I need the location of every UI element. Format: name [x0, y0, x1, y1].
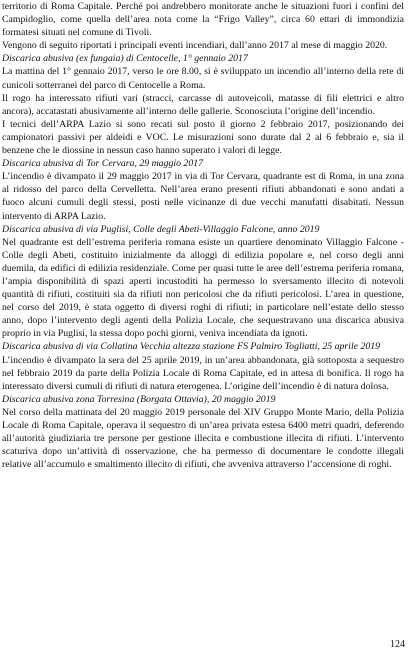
page-number: 124	[390, 639, 405, 650]
section-heading-via-puglisi: Discarica abusiva di via Puglisi, Colle degli Abeti-Villaggio Falcone, anno 2019	[2, 223, 320, 235]
document-page	[2, 0, 404, 471]
paragraph-via-puglisi: Nel quadrante est dell’estrema periferia romana esiste un quartiere denominato Villaggio Falcone - Colle degli Abeti, costituito inizialmente da alloggi di edilizia popolare e, nel corso degli anni duemila, da edifici di edilizia residenziale. Come per quasi tutte le aree dell’estrema periferia romana, l’ampia disponibilità di spazi aperti incustoditi ha permesso lo sversamento illecito di notevoli quantità di rifiuti, costituiti sia da rifiuti non pericolosi che da rifiuti pericolosi. L’area in questione, nel corso del 2019, è stata oggetto di diversi roghi di rifiuti; in particolare nell’estate dello stesso anno, dopo l’intervento degli agenti della Polizia Locale, che sequestravano una discarica abusiva proprio in via Puglisi, la stessa dopo pochi giorni, veniva incendiata da ignoti.	[2, 236, 404, 340]
paragraph-centocelle-2: Il rogo ha interessato rifiuti vari (stracci, carcasse di autoveicoli, matasse di fili elettrici e altro ancora), accatastati abusivamente all’interno delle gallerie. Sconosciuta l’origine dell’incendio.	[2, 92, 404, 117]
paragraph-events-intro: Vengono di seguito riportati i principali eventi incendiari, dall’anno 2017 al mese di maggio 2020.	[2, 40, 388, 52]
paragraph-tor-cervara: L’incendio è divampato il 29 maggio 2017 in via di Tor Cervara, quadrante est di Roma, in una zona al ridosso del parco della Cervelletta. Nell’area erano presenti rifiuti abbandonati e sono andati a fuoco alcuni cumuli degli stessi, posti nelle vicinanze di due vecchi manufatti disabitati. Nessun intervento di ARPA Lazio.	[2, 171, 404, 222]
paragraph-centocelle-1: La mattina del 1° gennaio 2017, verso le ore 8.00, si è sviluppato un incendio all’interno della rete di cunicoli sotterranei del parco di Centocelle a Roma.	[2, 66, 404, 91]
section-heading-torresina: Discarica abusiva zona Torresina (Borgata Ottavia), 20 maggio 2019	[2, 393, 276, 405]
paragraph-intro-continuation: territorio di Roma Capitale. Perché poi andrebbero monitorate anche le situazioni fuori i confini del Campidoglio, come quella dell’area nota come la “Frigo Valley”, circa 60 ettari di immondizia formatesi situati nel comune di Tivoli.	[2, 1, 404, 39]
paragraph-collatina: L’incendio è divampato la sera del 25 aprile 2019, in un’area abbandonata, già sottoposta a sequestro nel febbraio 2019 da parte della Polizia Locale di Roma Capitale, ed in attesa di bonifica. Il rogo ha interessato diversi cumuli di rifiuti di natura eterogenea. L’origine dell’incendio è di natura dolosa.	[2, 354, 404, 392]
section-heading-tor-cervara: Discarica abusiva di Tor Cervara, 29 maggio 2017	[2, 158, 204, 170]
section-heading-collatina: Discarica abusiva di via Collatina Vecchia altezza stazione FS Palmiro Togliatti, 25 aprile 2019	[2, 341, 381, 353]
section-heading-centocelle: Discarica abusiva (ex fungaia) di Centocelle, 1° gennaio 2017	[2, 53, 248, 65]
paragraph-centocelle-3: I tecnici dell’ARPA Lazio si sono recati sul posto il giorno 2 febbraio 2017, posizionando dei campionatori passivi per aldeidi e VOC. Le misurazioni sono durate dal 2 al 6 febbraio e, sia il benzene che le diossine in nessun caso hanno superato i valori di legge.	[2, 118, 404, 157]
paragraph-torresina: Nel corso della mattinata del 20 maggio 2019 personale del XIV Gruppo Monte Mario, della Polizia Locale di Roma Capitale, operava il sequestro di un’area privata estesa 6400 metri quadri, deferendo all’autorità giudiziaria tre persone per gestione illecita e combustione illecita di rifiuti. L’intervento scaturiva dopo un’attività di osservazione, che ha permesso di documentare le condotte illegali relative all’accumulo e smaltimento illecito di rifiuti, che avveniva attraverso l’accensione di roghi.	[2, 406, 404, 471]
